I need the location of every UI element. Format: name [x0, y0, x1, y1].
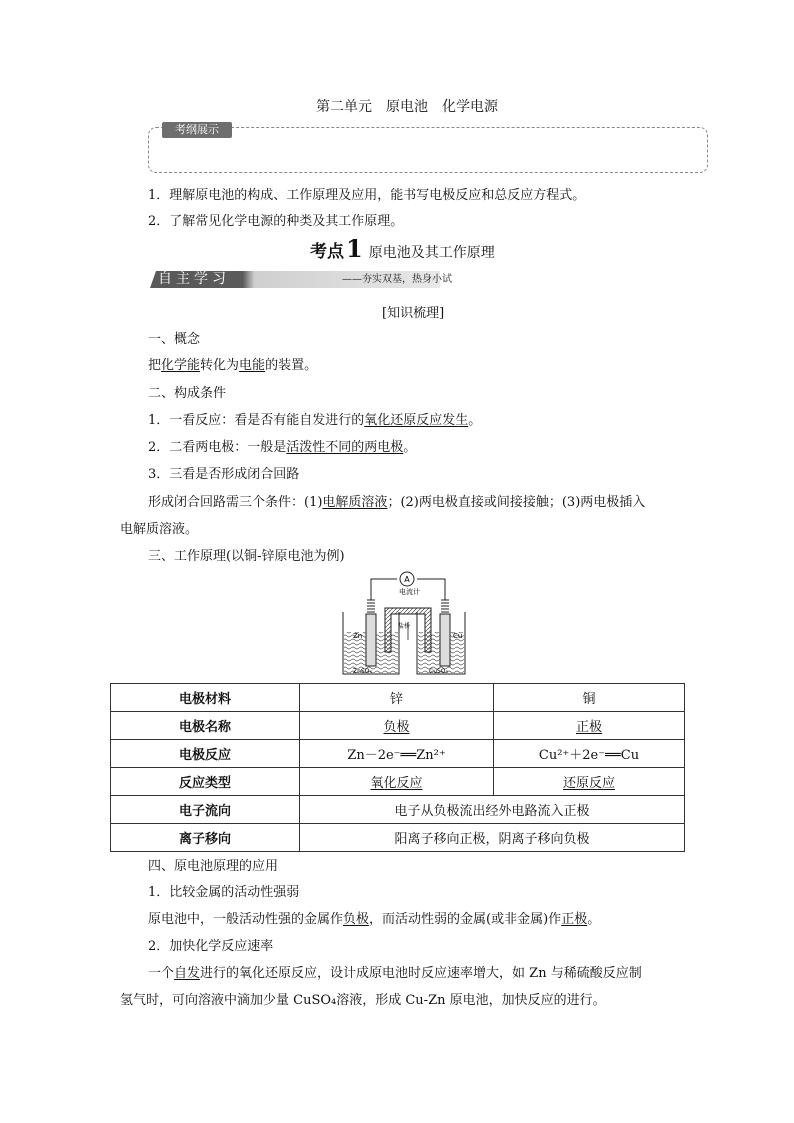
zinc-electrode	[366, 614, 376, 666]
electrode-table	[110, 683, 685, 852]
table-row	[111, 740, 685, 768]
application-item-1-text	[148, 908, 600, 927]
text-part: 进行的氧化还原反应，设计成原电池时反应速率增大，如 Zn 与稀硫酸反应制	[200, 966, 642, 981]
text-part: 形成闭合回路需三个条件：(1)	[148, 495, 323, 510]
row-label: 反应类型	[111, 768, 300, 796]
concept-heading: 一、概念	[148, 332, 201, 347]
table-row	[111, 684, 685, 712]
condition-item-2	[148, 436, 416, 455]
exam-outline-tag: 考纲展示	[162, 122, 232, 138]
application-item-1: 1．比较金属的活动性强弱	[148, 885, 300, 900]
copper-cell: 铜	[494, 684, 685, 712]
application-item-2-text	[148, 962, 642, 981]
zinc-cell: Zn－2e⁻══Zn²⁺	[300, 740, 494, 768]
text-part: ；(2)两电极直接或间接接触；(3)两电极插入	[387, 495, 646, 510]
cu-zn-cell-diagram	[335, 570, 470, 680]
copper-cell: Cu²⁺＋2e⁻══Cu	[494, 740, 685, 768]
answer-blank: 正极	[561, 912, 588, 927]
text-part: 的装置。	[265, 358, 318, 373]
condition-item-3: 3．三看是否形成闭合回路	[148, 467, 300, 482]
concept-text	[148, 354, 317, 373]
text-part: 原电池中，一般活动性强的金属作	[148, 912, 344, 927]
answer-blank: 电能	[239, 358, 266, 373]
knowledge-heading: [知识梳理]	[382, 306, 445, 321]
outline-item-1: 1．理解原电池的构成、工作原理及应用，能书写电极反应和总反应方程式。	[148, 188, 586, 203]
answer-blank: 还原反应	[562, 776, 615, 791]
row-label: 电子流向	[111, 796, 300, 824]
answer-blank: 氧化反应	[370, 776, 423, 791]
ion-migration-cell: 阳离子移向正极，阴离子移向负极	[300, 824, 685, 852]
table-row	[111, 712, 685, 740]
row-label: 离子移向	[111, 824, 300, 852]
text-part: 。	[468, 413, 482, 428]
text-part: 把	[148, 358, 162, 373]
copper-electrode	[440, 614, 450, 666]
text-part: 一个	[148, 966, 175, 981]
copper-sulfate-label: CuSO₄	[429, 668, 448, 675]
text-part: 。	[403, 440, 417, 455]
loop-conditions-cont: 电解质溶液。	[120, 522, 199, 537]
copper-cell	[494, 768, 685, 796]
zinc-sulfate-label: ZnSO₄	[353, 668, 372, 675]
text-part: 2．二看两电极：一般是	[148, 440, 287, 455]
salt-bridge-label: 盐桥	[398, 623, 411, 630]
table-row	[111, 796, 685, 824]
answer-blank: 自发	[174, 966, 201, 981]
answer-blank: 电解质溶液	[322, 495, 388, 510]
exam-outline-box	[148, 127, 708, 173]
ammeter-symbol: A	[404, 575, 410, 584]
text-part: 1．一看反应：看是否有能自发进行的	[148, 413, 365, 428]
ammeter-label: 电流计	[399, 588, 420, 596]
topic-heading	[310, 234, 495, 263]
unit-title: 第二单元 原电池 化学电源	[316, 99, 498, 115]
text-part: 转化为	[200, 358, 240, 373]
conditions-heading: 二、构成条件	[148, 386, 227, 401]
row-label: 电极材料	[111, 684, 300, 712]
text-part: ，而活动性弱的金属(或非金属)作	[369, 912, 562, 927]
zinc-cell	[300, 768, 494, 796]
application-heading: 四、原电池原理的应用	[148, 859, 279, 874]
loop-conditions	[148, 491, 645, 510]
table-row	[111, 824, 685, 852]
topic-title: 原电池及其工作原理	[368, 245, 495, 261]
topic-number: 1	[346, 234, 363, 263]
table-row	[111, 768, 685, 796]
copper-cell	[494, 712, 685, 740]
row-label: 电极名称	[111, 712, 300, 740]
answer-blank: 负极	[383, 720, 410, 735]
application-item-2: 2．加快化学反应速率	[148, 939, 274, 954]
zinc-cell: 锌	[300, 684, 494, 712]
outline-item-2: 2．了解常见化学电源的种类及其工作原理。	[148, 214, 404, 229]
condition-item-1	[148, 409, 481, 428]
zinc-label: Zn	[353, 632, 363, 640]
principle-heading: 三、工作原理(以铜-锌原电池为例)	[148, 549, 345, 564]
electron-flow-cell: 电子从负极流出经外电路流入正极	[300, 796, 685, 824]
text-part: 。	[587, 912, 601, 927]
answer-blank: 氧化还原反应发生	[364, 413, 469, 428]
application-item-2-cont: 氢气时，可向溶液中滴加少量 CuSO₄溶液，形成 Cu-Zn 原电池，加快反应的进行。	[120, 993, 606, 1008]
answer-blank: 化学能	[161, 358, 201, 373]
topic-label: 考点	[310, 242, 344, 262]
row-label: 电极反应	[111, 740, 300, 768]
answer-blank: 负极	[343, 912, 370, 927]
answer-blank: 正极	[575, 720, 602, 735]
banner-title: 自主学习	[158, 271, 230, 287]
answer-blank: 活泼性不同的两电极	[286, 440, 404, 455]
banner-subtitle: ——夯实双基，热身小试	[342, 274, 452, 285]
copper-label: Cu	[453, 632, 463, 640]
zinc-cell	[300, 712, 494, 740]
